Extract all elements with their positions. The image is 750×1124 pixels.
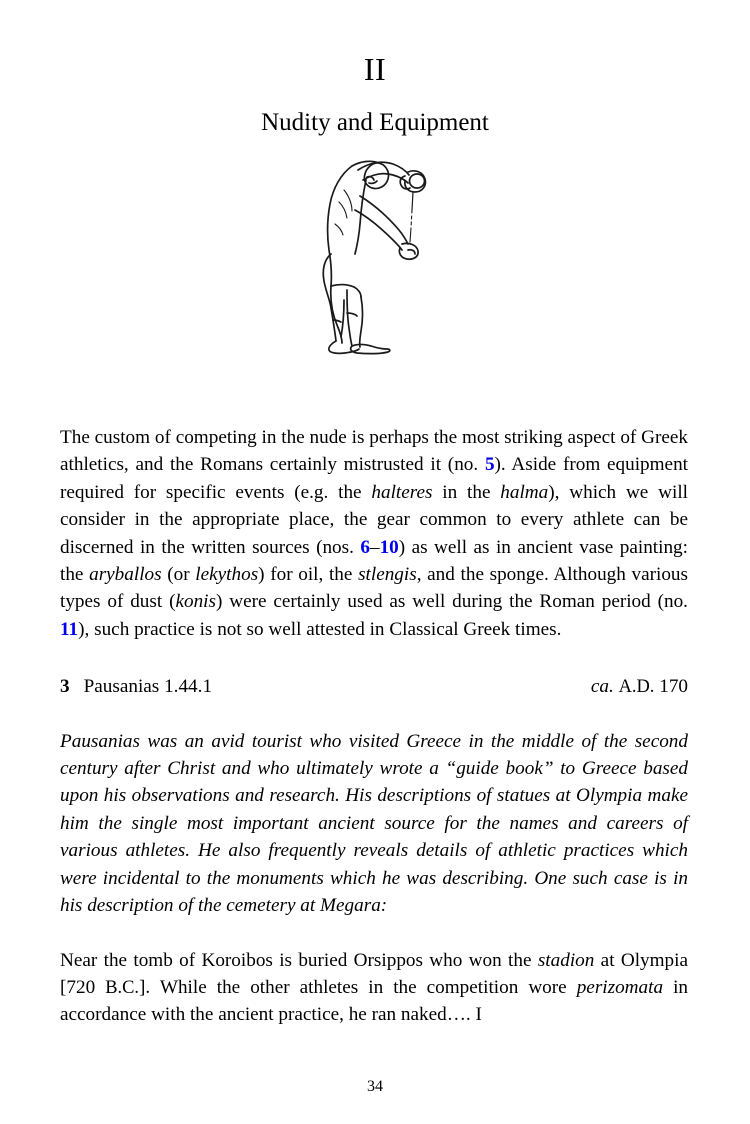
greek-term-konis: konis [175,591,216,613]
greek-term-lekythos: lekythos [195,564,259,586]
cross-reference-11[interactable]: 11 [60,618,79,640]
greek-term-aryballos: aryballos [89,564,162,586]
intro-paragraph [60,424,688,643]
intro-text-10: ), such practice is not so well attested in Classical Greek times. [78,618,562,640]
passage-text-3: ]. While the other athletes in the competition wore [138,976,577,998]
athlete-figure-svg [311,150,439,366]
source-citation: Pausanias 1.44.1 [83,676,213,698]
source-heading-left [60,673,212,700]
intro-text-4: ), which we will consider in the appropriate place, the gear common to every athlete can be discerned in the written sources (nos. [60,481,688,558]
greek-term-halteres: halteres [371,481,433,503]
intro-text-7: ) for oil, the [258,564,359,586]
source-date-year: 170 [659,676,688,698]
source-entry-number: 3 [60,676,70,698]
intro-text-3: in the [432,481,501,503]
chapter-title: Nudity and Equipment [261,109,489,136]
passage-text-4: in accordance with the ancient practice, he ran naked…. I [60,976,688,1026]
passage-era-bc: B.C. [105,976,139,997]
source-heading [60,673,688,700]
greek-term-stlengis: stlengis [358,564,417,586]
greek-term-halma: halma [500,481,549,503]
quoted-passage [60,947,688,1029]
commentary-paragraph: Pausanias was an avid tourist who visited Greece in the middle of the second century after Christ and who ultimately wrote a “guide book” to Greece based upon his observations and research. His descriptions of statues at Olympia make him the single most important ancient source for the names and careers of various athletes. He also frequently reveals details of athletic practices which were incidental to the monuments which he was describing. One such case is in his description of the cemetery at Megara: [60,730,688,917]
text-block [60,424,688,1029]
page-folio: 34 [367,1078,383,1095]
intro-text-5: ) as well as in ancient vase painting: the [60,536,688,586]
source-date-era: A.D. [618,676,655,697]
cross-reference-6[interactable]: 6 [360,536,370,558]
cross-reference-5[interactable]: 5 [484,454,495,476]
range-dash: – [369,536,380,558]
athlete-oiling-illustration [0,150,750,371]
source-date-circa: ca. [590,676,614,698]
passage-text-1: Near the tomb of Koroibos is buried Orsippos who won the [60,949,538,971]
chapter-number: II [363,51,387,87]
intro-text-1: The custom of competing in the nude is perhaps the most striking aspect of Greek athletics, and the Romans certainly mistrusted it (no. [60,427,688,476]
passage-text-2: at Olympia [720 [60,949,688,998]
greek-term-stadion: stadion [537,949,595,971]
intro-text-6: (or [161,564,196,586]
source-date [591,673,688,700]
intro-text-2: ). Aside from equipment required for specific events (e.g. the [60,454,688,503]
cross-reference-10[interactable]: 10 [379,536,399,558]
greek-term-perizomata: perizomata [576,976,664,998]
intro-text-9: ) were certainly used as well during the Roman period (no. [215,591,688,613]
intro-text-8: , and the sponge. Although various types of dust ( [60,564,688,613]
